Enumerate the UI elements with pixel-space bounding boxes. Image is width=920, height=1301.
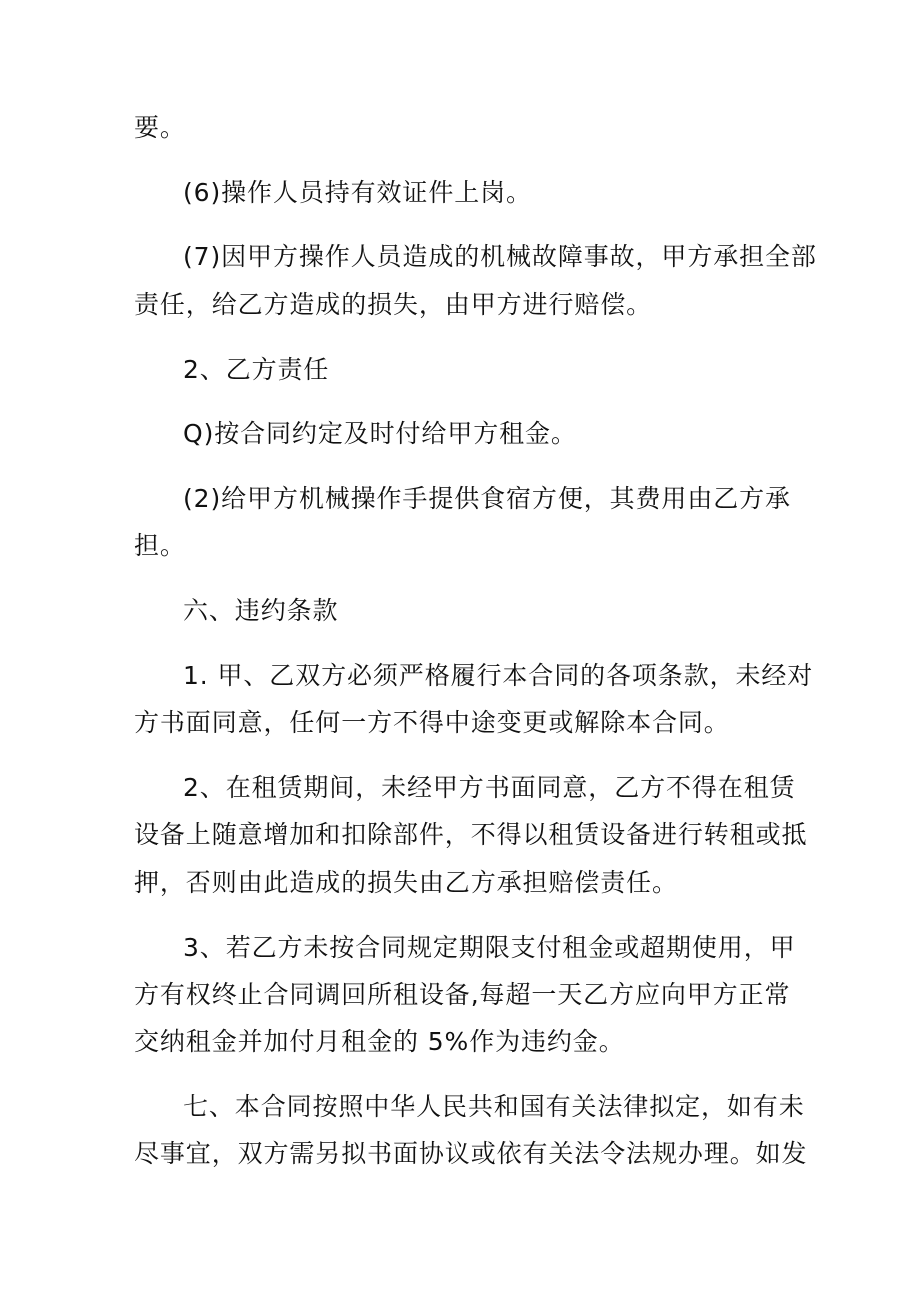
text-line-5: 2、乙方责任 [183,355,330,384]
text-line-12: 2、在租赁期间，未经甲方书面同意，乙方不得在租赁 [183,773,796,802]
text-line-11: 方书面同意，任何一方不得中途变更或解除本合同。 [134,708,730,737]
text-line-9: 六、违约条款 [183,596,339,625]
text-line-7: (2)给甲方机械操作手提供食宿方便，其费用由乙方承 [183,484,791,513]
text-line-16: 方有权终止合同调回所租设备,每超一天乙方应向甲方正常 [134,980,791,1009]
text-line-1: 要。 [134,113,186,142]
text-line-19: 尽事宜，双方需另拟书面协议或依有关法令法规办理。如发 [134,1139,808,1168]
text-line-8: 担。 [134,531,186,560]
text-line-6: Q)按合同约定及时付给甲方租金。 [183,419,577,448]
text-line-10: 1. 甲、乙双方必须严格履行本合同的各项条款，未经对 [183,661,814,690]
text-line-13: 设备上随意增加和扣除部件，不得以租赁设备进行转租或抵 [134,820,808,849]
text-line-2: (6)操作人员持有效证件上岗。 [183,178,532,207]
text-line-4: 责任，给乙方造成的损失，由甲方进行赔偿。 [134,290,653,319]
text-line-17: 交纳租金并加付月租金的 5%作为违约金。 [134,1027,625,1056]
text-line-3: (7)因甲方操作人员造成的机械故障事故，甲方承担全部 [183,242,817,271]
text-line-14: 押，否则由此造成的损失由乙方承担赔偿责任。 [134,868,678,897]
text-line-18: 七、本合同按照中华人民共和国有关法律拟定，如有未 [183,1092,805,1121]
text-line-15: 3、若乙方未按合同规定期限支付租金或超期使用，甲 [183,933,796,962]
